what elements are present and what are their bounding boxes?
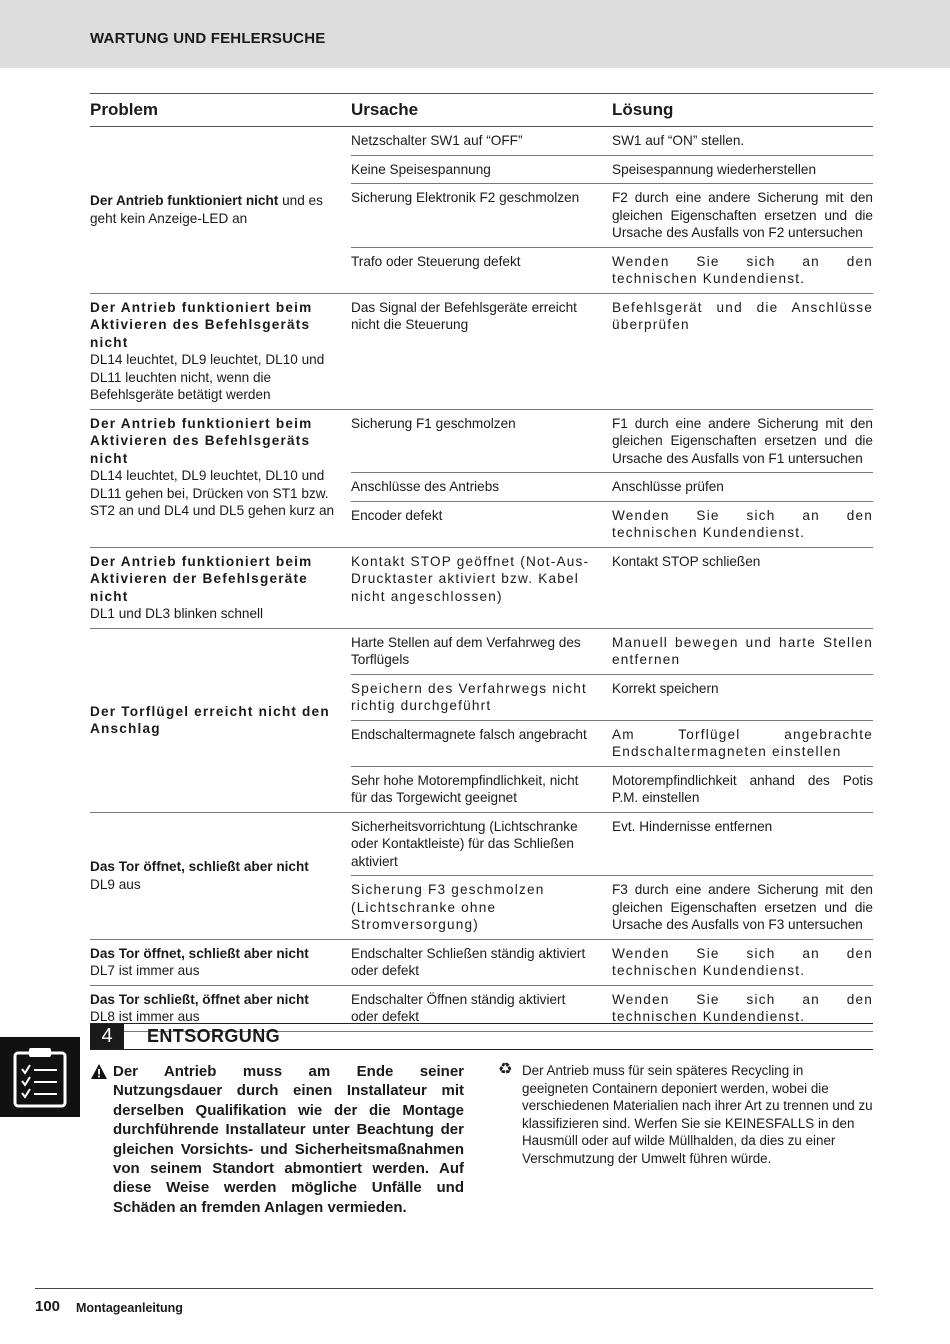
solution-cell: F3 durch eine andere Sicherung mit den gleichen Eigenschaften ersetzen und die Ursache des Ausfalls von F3 untersuchen (612, 876, 873, 940)
page-section-title: WARTUNG UND FEHLERSUCHE (90, 30, 326, 47)
problem-cell (90, 812, 351, 939)
cause-cell: Encoder defekt (351, 501, 612, 547)
solution-cell: Kontakt STOP schließen (612, 547, 873, 628)
cause-cell: Endschalter Öffnen ständig aktiviert oder defekt (351, 985, 612, 1031)
cause-cell: Sehr hohe Motorempfindlichkeit, nicht für das Torgewicht geeignet (351, 766, 612, 812)
table-row (90, 293, 873, 409)
section-title: ENTSORGUNG (147, 1026, 281, 1046)
problem-cell (90, 293, 351, 409)
cause-cell: Endschalter Schließen ständig aktiviert oder defekt (351, 939, 612, 985)
recycle-icon: ♻ (498, 1061, 513, 1078)
warning-text: Der Antrieb muss am Ende seiner Nutzungsdauer durch einen Installateur mit derselben Qualifikation wie der die Montage durchführende Installateur unter Beachtung der gleichen Vorsichts- und Sicherheitsmaßnahmen von seinem Standort abmontiert werden. Auf diese Weise werden mögliche Unfälle und Schäden an fremden Anlagen vermieden. (113, 1063, 464, 1216)
column-header-solution: Lösung (612, 94, 873, 127)
table-row (90, 547, 873, 628)
table-row (90, 628, 873, 674)
cause-cell: Netzschalter SW1 auf “OFF” (351, 127, 612, 156)
problem-cell (90, 939, 351, 985)
cause-cell: Sicherheitsvorrichtung (Lichtschranke oder Kontaktleiste) für das Schließen aktiviert (351, 812, 612, 876)
problem-title: Der Antrieb funktioniert beim Aktivieren des Befehlsgeräts nicht (90, 415, 313, 466)
cause-cell: Kontakt STOP geöffnet (Not-Aus-Drucktaster aktiviert bzw. Kabel nicht angeschlossen) (351, 547, 612, 628)
problem-title: Das Tor schließt, öffnet aber nicht (90, 991, 309, 1007)
table-row (90, 127, 873, 156)
solution-cell: Manuell bewegen und harte Stellen entfernen (612, 628, 873, 674)
column-header-cause: Ursache (351, 94, 612, 127)
problem-detail: DL7 ist immer aus (90, 963, 200, 978)
problem-title: Der Antrieb funktioniert beim Aktivieren der Befehlsgeräte nicht (90, 553, 313, 604)
solution-cell: F2 durch eine andere Sicherung mit den gleichen Eigenschaften ersetzen und die Ursache des Ausfalls von F2 untersuchen (612, 184, 873, 248)
solution-cell: Korrekt speichern (612, 674, 873, 720)
problem-title: Das Tor öffnet, schließt aber nicht (90, 859, 309, 874)
table-row (90, 409, 873, 473)
problem-detail: und es geht kein Anzeige-LED an (90, 193, 323, 226)
solution-cell: Evt. Hindernisse entfernen (612, 812, 873, 876)
problem-cell (90, 127, 351, 294)
solution-cell: Wenden Sie sich an den technischen Kundendienst. (612, 501, 873, 547)
problem-detail: DL14 leuchtet, DL9 leuchtet, DL10 und DL11 gehen bei, Drücken von ST1 bzw. ST2 an und DL4 und DL5 gehen kurz an (90, 468, 335, 518)
problem-detail: DL9 aus (90, 876, 141, 892)
cause-cell: Keine Speisespannung (351, 155, 612, 184)
solution-cell: Wenden Sie sich an den technischen Kundendienst. (612, 985, 873, 1031)
solution-cell: SW1 auf “ON” stellen. (612, 127, 873, 156)
table-header-row (90, 94, 873, 127)
solution-cell: F1 durch eine andere Sicherung mit den gleichen Eigenschaften ersetzen und die Ursache des Ausfalls von F1 untersuchen (612, 409, 873, 473)
section-number: 4 (90, 1024, 124, 1049)
cause-cell: Anschlüsse des Antriebs (351, 473, 612, 502)
solution-cell: Befehlsgerät und die Anschlüsse überprüfen (612, 293, 873, 409)
warning-block (90, 1062, 464, 1217)
recycling-block (498, 1062, 873, 1168)
problem-cell (90, 547, 351, 628)
header-band (0, 0, 950, 68)
troubleshooting-table (90, 93, 873, 1032)
warning-triangle-icon (90, 1063, 108, 1081)
solution-cell: Wenden Sie sich an den technischen Kundendienst. (612, 247, 873, 293)
cause-cell: Speichern des Verfahrwegs nicht richtig durchgeführt (351, 674, 612, 720)
problem-detail: DL8 ist immer aus (90, 1009, 200, 1024)
solution-cell: Speisespannung wiederherstellen (612, 155, 873, 184)
table-row (90, 939, 873, 985)
checklist-icon (12, 1047, 68, 1109)
cause-cell: Harte Stellen auf dem Verfahrweg des Torflügels (351, 628, 612, 674)
footer-divider (35, 1288, 873, 1289)
column-header-problem: Problem (90, 94, 351, 127)
side-tab (0, 1037, 80, 1117)
recycling-text: Der Antrieb muss für sein späteres Recycling in geeigneten Containern deponiert werden, wobei die verschiedenen Materialien nach ihrer Art zu trennen und zu klassifizieren sind. Werfen Sie sie KEINESFALLS in den Hausmüll oder auf wilde Müllhalden, da dies zu einer Verschmutzung der Umwelt führen würde. (522, 1063, 873, 1166)
solution-cell: Motorempfindlichkeit anhand des Potis P.M. einstellen (612, 766, 873, 812)
table-row (90, 812, 873, 876)
cause-cell: Endschaltermagnete falsch angebracht (351, 720, 612, 766)
solution-cell: Am Torflügel angebrachte Endschaltermagneten einstellen (612, 720, 873, 766)
problem-cell (90, 409, 351, 547)
cause-cell: Trafo oder Steuerung defekt (351, 247, 612, 293)
footer-label: Montageanleitung (76, 1301, 183, 1315)
problem-title: Der Torflügel erreicht nicht den Anschlag (90, 703, 330, 736)
problem-detail: DL1 und DL3 blinken schnell (90, 606, 264, 621)
section-heading (90, 1023, 873, 1050)
problem-title: Der Antrieb funktioniert nicht (90, 193, 279, 209)
cause-cell: Sicherung F3 geschmolzen (Lichtschranke ohne Stromversorgung) (351, 876, 612, 940)
problem-detail: DL14 leuchtet, DL9 leuchtet, DL10 und DL11 leuchten nicht, wenn die Befehlsgeräte betätigt werden (90, 352, 325, 402)
solution-cell: Anschlüsse prüfen (612, 473, 873, 502)
solution-cell: Wenden Sie sich an den technischen Kundendienst. (612, 939, 873, 985)
cause-cell: Sicherung Elektronik F2 geschmolzen (351, 184, 612, 248)
problem-title: Der Antrieb funktioniert beim Aktivieren des Befehlsgeräts nicht (90, 299, 313, 350)
problem-title: Das Tor öffnet, schließt aber nicht (90, 945, 309, 961)
cause-cell: Das Signal der Befehlsgeräte erreicht nicht die Steuerung (351, 293, 612, 409)
problem-cell (90, 628, 351, 812)
cause-cell: Sicherung F1 geschmolzen (351, 409, 612, 473)
page-number: 100 (35, 1298, 61, 1315)
